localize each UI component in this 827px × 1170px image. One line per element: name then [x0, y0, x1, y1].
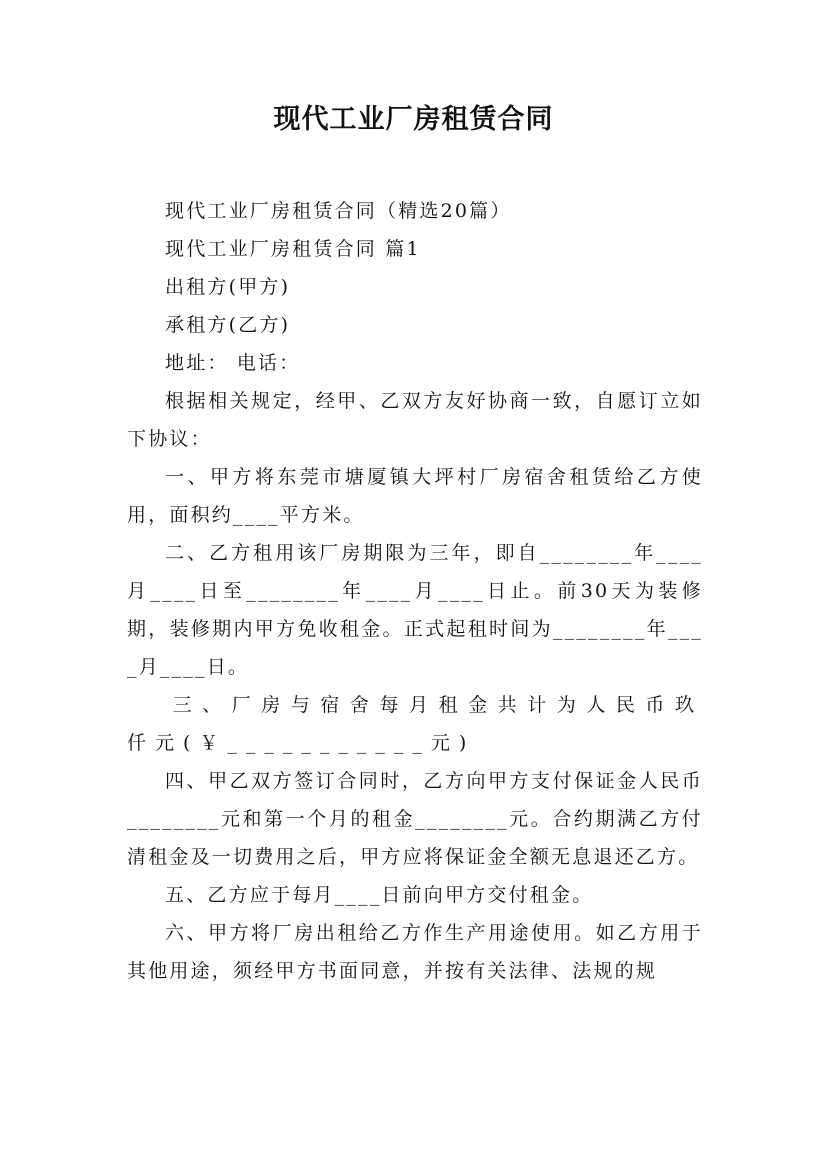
clause-4: 四、甲乙双方签订合同时，乙方向甲方支付保证金人民币________元和第一个月的租金________元。合约期满乙方付清租金及一切费用之后，甲方应将保证金全额无息退还乙方。 — [127, 770, 703, 868]
address-phone-line: 地址： 电话： — [165, 352, 301, 374]
lessor-line: 出租方(甲方) — [165, 276, 291, 298]
preamble-paragraph: 根据相关规定，经甲、乙双方友好协商一致，自愿订立如下协议： — [127, 390, 703, 450]
clause-3: 三、厂房与宿舍每月租金共计为人民币玖仟元(￥___________元) — [127, 694, 703, 754]
document-body — [127, 192, 703, 990]
clause-6: 六、甲方将厂房出租给乙方作生产用途使用。如乙方用于其他用途，须经甲方书面同意，并按有关法律、法规的规 — [127, 922, 703, 982]
clause-1: 一、甲方将东莞市塘厦镇大坪村厂房宿舍租赁给乙方使用，面积约____平方米。 — [127, 466, 703, 526]
clause-2: 二、乙方租用该厂房期限为三年，即自________年____月____日至________年____月____日止。前30天为装修期，装修期内甲方免收租金。正式起租时间为________年____月____日。 — [127, 542, 703, 678]
clause-5: 五、乙方应于每月____日前向甲方交付租金。 — [165, 884, 594, 906]
document-title: 现代工业厂房租赁合同 — [273, 104, 554, 135]
section-heading: 现代工业厂房租赁合同 篇1 — [165, 238, 421, 260]
subtitle-paragraph: 现代工业厂房租赁合同（精选20篇） — [165, 200, 512, 222]
lessee-line: 承租方(乙方) — [165, 314, 291, 336]
